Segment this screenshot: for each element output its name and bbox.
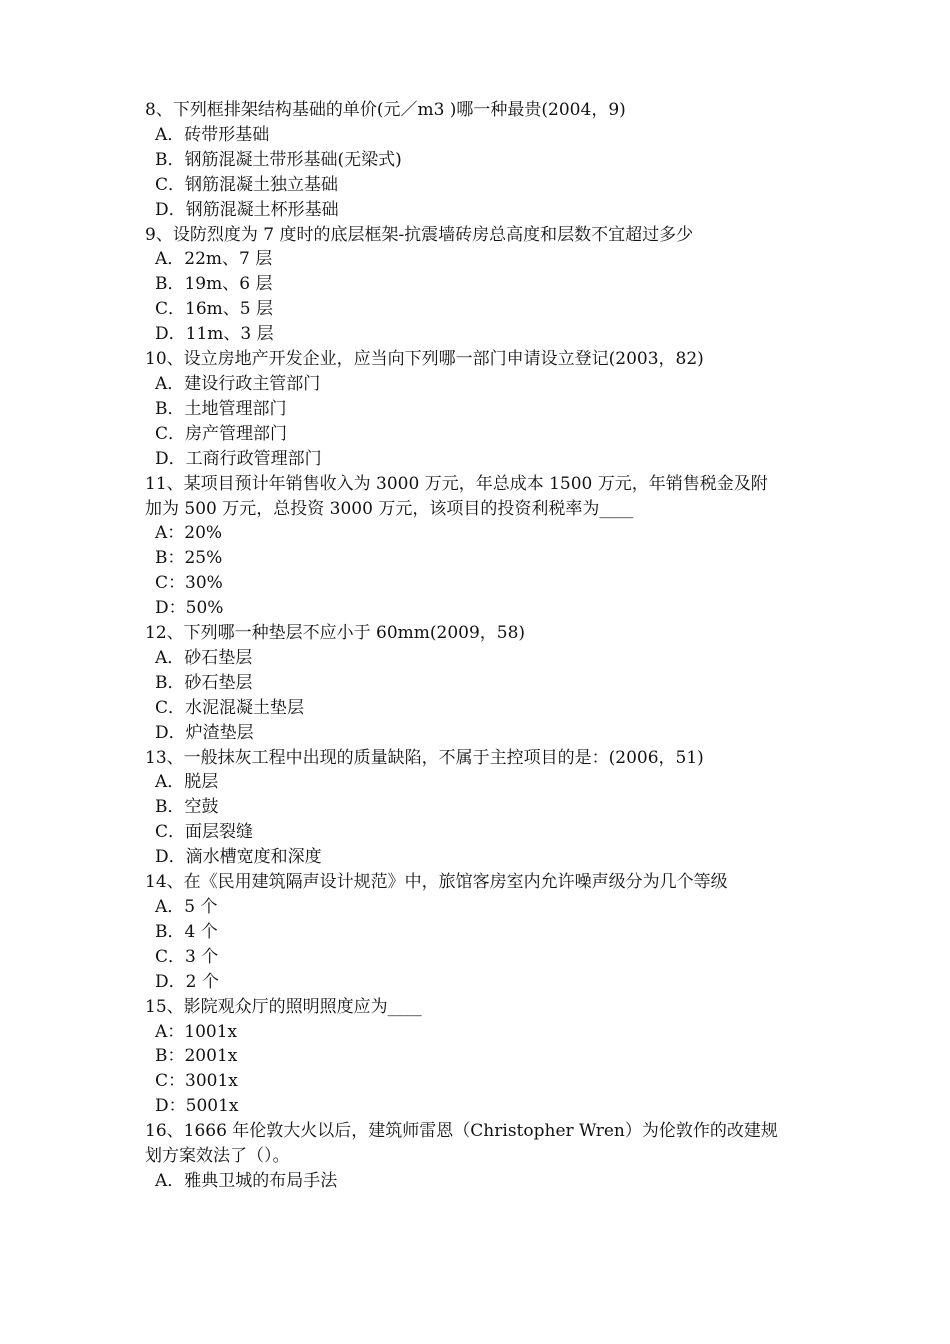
question-16	[145, 1119, 815, 1194]
option-a: A．5 个	[155, 897, 218, 917]
option-d: D．炉渣垫层	[155, 722, 254, 743]
question-12	[145, 621, 815, 746]
option-d: D．钢筋混凝土杯形基础	[155, 199, 339, 220]
option-b: B．4 个	[155, 921, 218, 942]
option-c: C．3 个	[155, 946, 219, 967]
question-stem: 12、下列哪一种垫层不应小于 60mm(2009，58)	[145, 623, 526, 644]
question-13	[145, 746, 815, 871]
question-15	[145, 995, 815, 1120]
option-c: C．面层裂缝	[155, 822, 254, 843]
option-a: A：20%	[155, 523, 223, 544]
question-10	[145, 347, 815, 472]
option-c: C．房产管理部门	[155, 423, 288, 444]
question-stem: 10、设立房地产开发企业，应当向下列哪一部门申请设立登记(2003，82)	[145, 349, 704, 370]
question-stem: 8、下列框排架结构基础的单价(元／m3 )哪一种最贵(2004，9)	[145, 100, 626, 120]
question-14	[145, 870, 815, 995]
question-stem-line-1: 16、1666 年伦敦大火以后，建筑师雷恩（Christopher Wren）为伦敦作的改建规	[145, 1121, 778, 1142]
option-c: C：3001x	[155, 1071, 238, 1092]
option-d: D．工商行政管理部门	[155, 448, 322, 469]
question-8	[145, 98, 815, 223]
option-a: A．雅典卫城的布局手法	[155, 1170, 338, 1191]
option-b: B．砂石垫层	[155, 672, 253, 693]
option-d: D：50%	[155, 598, 224, 619]
option-c: C．16m、5 层	[155, 299, 273, 320]
question-stem: 14、在《民用建筑隔声设计规范》中，旅馆客房室内允许噪声级分为几个等级	[145, 872, 728, 893]
option-c: C．水泥混凝土垫层	[155, 697, 305, 718]
question-stem-line-2: 加为 500 万元，总投资 3000 万元，该项目的投资利税率为____	[145, 498, 634, 519]
option-d: D．11m、3 层	[155, 324, 274, 345]
option-c: C．钢筋混凝土独立基础	[155, 174, 339, 195]
question-9	[145, 223, 815, 348]
question-stem: 13、一般抹灰工程中出现的质量缺陷，不属于主控项目的是：(2006，51)	[145, 747, 704, 768]
option-a: A：1001x	[155, 1021, 238, 1042]
option-d: D．2 个	[155, 971, 219, 992]
option-b: B．钢筋混凝土带形基础(无梁式)	[155, 149, 402, 170]
option-b: B．土地管理部门	[155, 398, 287, 419]
question-stem: 9、设防烈度为 7 度时的底层框架-抗震墙砖房总高度和层数不宜超过多少	[145, 224, 694, 245]
option-c: C：30%	[155, 573, 223, 594]
question-stem-line-2: 划方案效法了（）。	[145, 1146, 290, 1167]
option-a: A．22m、7 层	[155, 249, 273, 270]
document-page	[145, 98, 815, 1194]
option-d: D．滴水槽宽度和深度	[155, 847, 322, 868]
option-a: A．砂石垫层	[155, 647, 253, 668]
option-b: B：25%	[155, 548, 223, 569]
option-a: A．砖带形基础	[155, 124, 270, 145]
option-b: B：2001x	[155, 1046, 238, 1067]
option-b: B．19m、6 层	[155, 274, 273, 295]
option-a: A．脱层	[155, 772, 219, 793]
question-stem: 15、影院观众厅的照明照度应为____	[145, 996, 422, 1017]
question-stem-line-1: 11、某项目预计年销售收入为 3000 万元，年总成本 1500 万元，年销售税金及附	[145, 473, 768, 494]
question-11	[145, 472, 815, 621]
option-b: B．空鼓	[155, 797, 219, 818]
option-d: D：5001x	[155, 1096, 239, 1117]
option-a: A．建设行政主管部门	[155, 373, 321, 394]
